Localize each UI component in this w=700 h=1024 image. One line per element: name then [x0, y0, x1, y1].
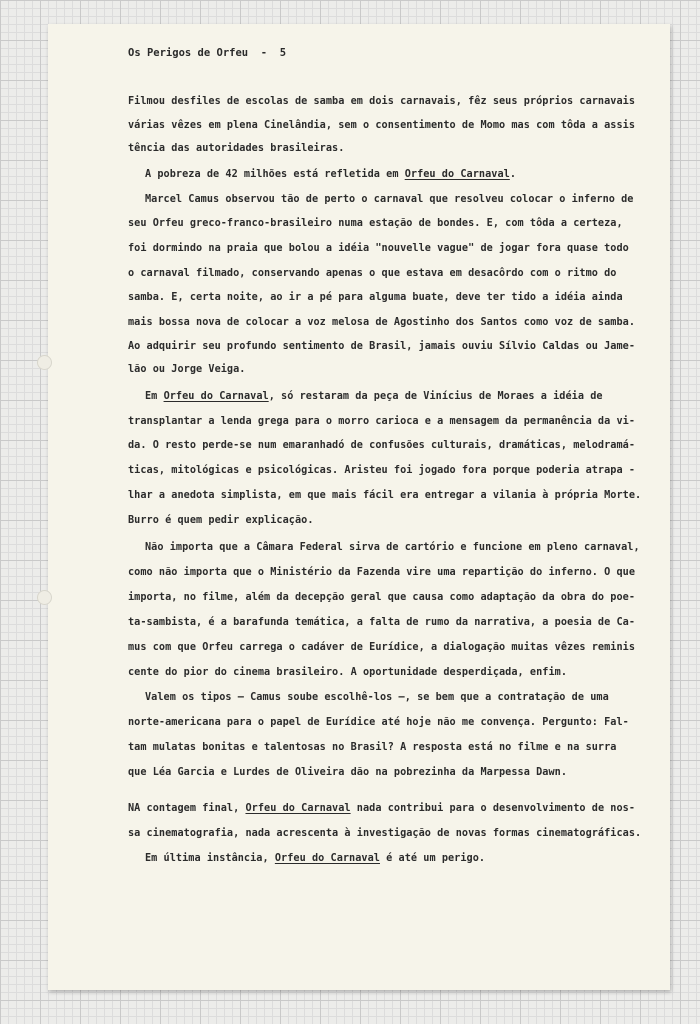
line-text: mais bossa nova de colocar a voz melosa de Agostinho dos Santos como voz de samba.	[128, 317, 636, 328]
line-text: Valem os tipos — Camus soube escolhê-los —, se bem que a contratação de uma	[145, 692, 609, 703]
line-text: Burro é quem pedir explicação.	[128, 515, 314, 526]
text-line	[128, 667, 567, 678]
line-text: .	[509, 169, 517, 180]
line-text: sa cinematografia, nada acrescenta à investigação de novas formas cinematográficas.	[128, 828, 642, 839]
line-text: ticas, mitológicas e psicológicas. Aristeu foi jogado fora porque poderia atrapa -	[128, 465, 636, 476]
text-line	[128, 341, 635, 352]
punch-hole	[37, 590, 52, 605]
text-line	[128, 767, 567, 778]
text-line	[145, 692, 609, 703]
line-text: Em última instância,	[145, 853, 275, 864]
text-line	[145, 169, 516, 180]
line-text: ta-sambista, é a barafunda temática, a falta de rumo da narrativa, a poesia de Ca-	[128, 617, 636, 628]
line-text: nada contribui para o desenvolvimento de nos-	[350, 803, 636, 814]
line-text: A pobreza de 42 milhões está refletida em	[145, 169, 405, 180]
text-line	[145, 194, 634, 205]
line-text: samba. E, certa noite, ao ir a pé para alguma buate, deve ter tido a idéia ainda	[128, 292, 623, 303]
film-title: Orfeu do Carnaval	[163, 391, 269, 402]
film-title: Orfeu do Carnaval	[404, 169, 510, 180]
line-text: tam mulatas bonitas e talentosas no Brasil? A resposta está no filme e na surra	[128, 742, 617, 753]
text-line	[128, 592, 635, 603]
line-text: tência das autoridades brasileiras.	[128, 143, 345, 154]
line-text: cente do pior do cinema brasileiro. A oportunidade desperdiçada, enfim.	[128, 667, 568, 678]
text-line	[128, 828, 641, 839]
text-line	[145, 391, 603, 402]
text-line	[128, 96, 635, 107]
line-text: norte-americana para o papel de Eurídice até hoje não me convença. Pergunto: Fal-	[128, 717, 629, 728]
text-line	[128, 292, 623, 303]
text-line	[128, 143, 344, 154]
text-line	[128, 317, 635, 328]
line-text: como não importa que o Ministério da Fazenda vire uma repartição do inferno. O que	[128, 567, 636, 578]
line-text: Não importa que a Câmara Federal sirva de cartório e funcione em pleno carnaval,	[145, 542, 640, 553]
film-title: Orfeu do Carnaval	[245, 803, 351, 814]
line-text: lão ou Jorge Veiga.	[128, 364, 246, 375]
text-line	[128, 567, 635, 578]
line-text: o carnaval filmado, conservando apenas o que estava em desacôrdo com o ritmo do	[128, 268, 617, 279]
text-line	[128, 465, 635, 476]
line-text: mus com que Orfeu carrega o cadáver de Eurídice, a dialogação muitas vêzes reminis	[128, 642, 636, 653]
line-text: da. O resto perde-se num emaranhadó de confusões culturais, dramáticas, melodramá-	[128, 440, 636, 451]
line-text: Marcel Camus observou tão de perto o carnaval que resolveu colocar o inferno de	[145, 194, 634, 205]
text-line	[128, 515, 314, 526]
text-line	[128, 642, 635, 653]
text-line	[128, 490, 641, 501]
line-text: foi dormindo na praia que bolou a idéia "nouvelle vague" de jogar fora quase todo	[128, 243, 629, 254]
line-text: Filmou desfiles de escolas de samba em dois carnavais, fêz seus próprios carnavais	[128, 96, 636, 107]
line-text: transplantar a lenda grega para o morro carioca e a mensagem da permanência da vi-	[128, 416, 636, 427]
line-text: Ao adquirir seu profundo sentimento de Brasil, jamais ouviu Sílvio Caldas ou Jame-	[128, 341, 636, 352]
text-line	[128, 717, 629, 728]
film-title: Orfeu do Carnaval	[274, 853, 380, 864]
punch-hole	[37, 355, 52, 370]
line-text: seu Orfeu greco-franco-brasileiro numa estação de bondes. E, com tôda a certeza,	[128, 218, 623, 229]
text-line	[128, 803, 635, 814]
text-line	[128, 218, 623, 229]
text-line	[145, 853, 485, 864]
line-text: várias vêzes em plena Cinelândia, sem o consentimento de Momo mas com tôda a assis	[128, 120, 636, 131]
text-line	[128, 243, 629, 254]
line-text: lhar a anedota simplista, em que mais fácil era entregar a vilania à própria Morte.	[128, 490, 642, 501]
text-line	[128, 120, 635, 131]
text-line	[128, 742, 617, 753]
text-line	[128, 617, 635, 628]
text-line	[128, 268, 617, 279]
line-text: é até um perigo.	[379, 853, 486, 864]
line-text: Em	[145, 391, 164, 402]
text-line	[128, 416, 635, 427]
text-line	[145, 542, 640, 553]
text-line	[128, 364, 245, 375]
line-text: NA contagem final,	[128, 803, 246, 814]
text-line	[128, 440, 635, 451]
line-text: , só restaram da peça de Vinícius de Moraes a idéia de	[268, 391, 603, 402]
page-header: Os Perigos de Orfeu - 5	[128, 47, 287, 59]
line-text: importa, no filme, além da decepção geral que causa como adaptação da obra do poe-	[128, 592, 636, 603]
line-text: que Léa Garcia e Lurdes de Oliveira dão na pobrezinha da Marpessa Dawn.	[128, 767, 568, 778]
